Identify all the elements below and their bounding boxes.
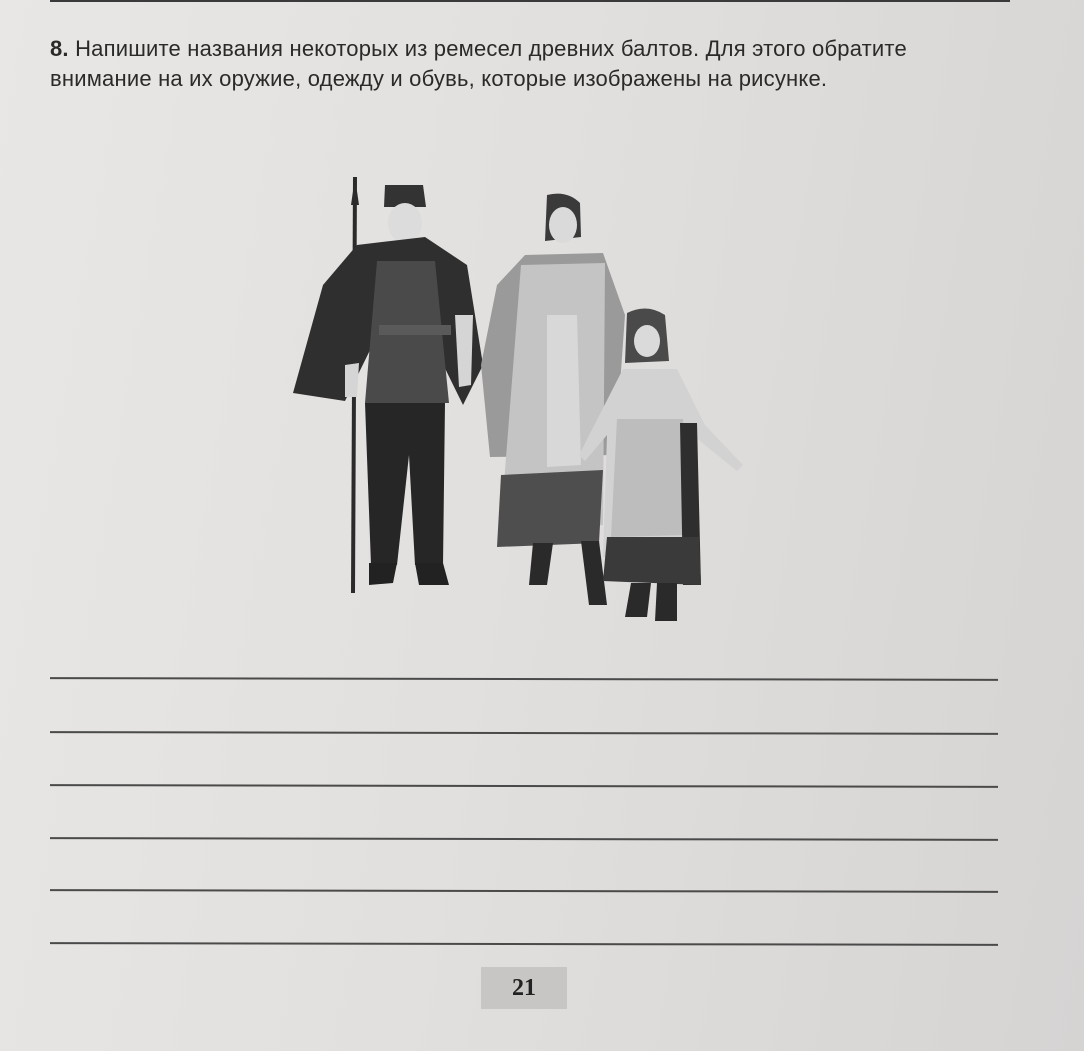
- answer-line-6[interactable]: [50, 942, 998, 946]
- task-8: [50, 34, 1010, 94]
- answer-line-3[interactable]: [50, 784, 998, 788]
- baltic-people-illustration: [285, 165, 760, 630]
- answer-line-1[interactable]: [50, 677, 998, 681]
- task-number: 8.: [50, 36, 69, 61]
- answer-line-2[interactable]: [50, 731, 998, 735]
- man-figure: [293, 177, 483, 593]
- answer-line-4[interactable]: [50, 837, 998, 841]
- page-number: 21: [481, 967, 567, 1009]
- top-rule: [50, 0, 1010, 2]
- task-text: Напишите названия некоторых из ремесел древних балтов. Для этого обратите внимание на их оружие, одежду и обувь, которые изображены на рисунке.: [50, 36, 907, 91]
- woman-figure: [481, 194, 625, 605]
- answer-line-5[interactable]: [50, 889, 998, 893]
